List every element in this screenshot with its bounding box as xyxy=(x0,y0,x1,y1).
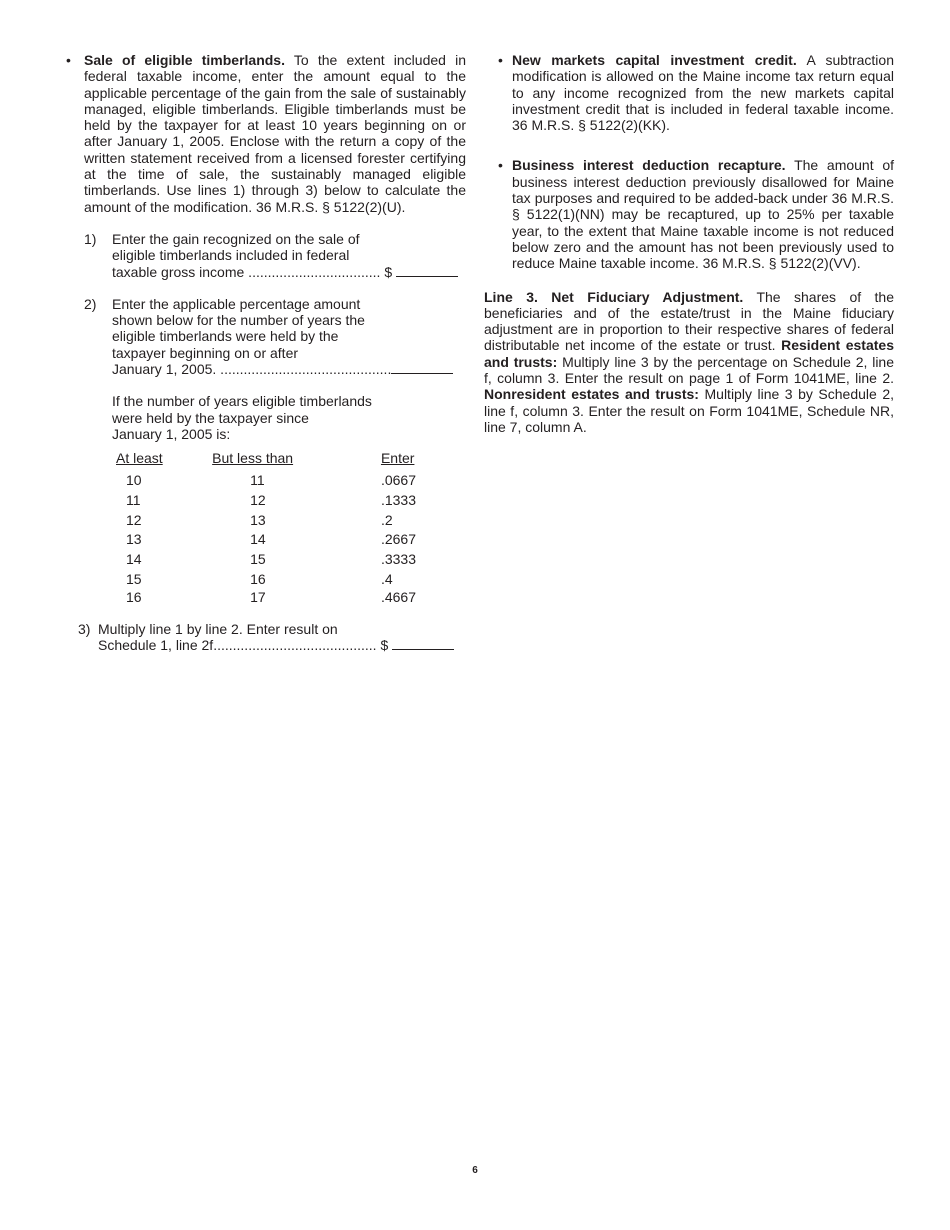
cell-but-less-than: 15 xyxy=(250,550,266,567)
cell-at-least: 10 xyxy=(126,472,142,489)
table-row xyxy=(116,589,416,605)
header-but-less-than: But less than xyxy=(212,450,294,467)
cell-enter: .4667 xyxy=(380,588,416,605)
header-enter: Enter xyxy=(380,450,415,467)
step-1-line-1: Enter the gain recognized on the sale of xyxy=(112,230,360,247)
business-interest-heading: Business interest deduction recapture. xyxy=(512,157,786,174)
step-3-result-field[interactable] xyxy=(392,637,454,650)
cell-but-less-than: 17 xyxy=(250,588,266,605)
table-intro xyxy=(112,393,460,442)
step-2-line-3: eligible timberlands were held by the xyxy=(112,328,339,345)
percentage-table xyxy=(116,450,416,605)
left-column xyxy=(66,52,466,654)
cell-enter: .2667 xyxy=(380,531,416,548)
table-header-row xyxy=(116,450,416,470)
header-at-least: At least xyxy=(116,450,163,467)
cell-but-less-than: 11 xyxy=(250,472,265,489)
new-markets-body: A subtraction modification is allowed on the Maine income tax return equal to any income recognized from the new markets capital investment credit that is included in federal taxable income. 36 M.R.S. § 5122(2)(KK). xyxy=(512,52,894,134)
business-interest-body: The amount of business interest deduction previously disallowed for Maine tax purposes and required to be added-back under 36 M.R.S. § 5122(1)(NN) may be recaptured, up to 25% per taxable year, to the extent that Maine taxable income is not reduced below zero and the amount has not been previously used to reduce Maine taxable income. 36 M.R.S. § 5122(2)(VV). xyxy=(512,157,895,272)
cell-at-least: 16 xyxy=(126,588,142,605)
step-2-line-1: Enter the applicable percentage amount xyxy=(112,295,361,312)
step-2-line-2: shown below for the number of years the xyxy=(112,312,365,329)
business-interest-section xyxy=(484,157,894,271)
table-row xyxy=(116,471,416,491)
cell-enter: .2 xyxy=(380,511,393,528)
step-2-fill-row xyxy=(112,361,460,377)
cell-enter: .3333 xyxy=(380,550,416,567)
cell-enter: .1333 xyxy=(380,491,416,508)
step-2-line-4: taxpayer beginning on or after xyxy=(112,344,299,361)
cell-enter: .0667 xyxy=(380,472,416,489)
step-1-fill-row xyxy=(112,264,460,280)
table-intro-line-3: January 1, 2005 is: xyxy=(112,425,231,442)
table-row xyxy=(116,569,416,589)
step-3-fill-row xyxy=(98,637,460,653)
nonresident-heading: Nonresident estates and trusts: xyxy=(484,386,699,403)
new-markets-section xyxy=(484,52,894,133)
cell-but-less-than: 16 xyxy=(250,570,266,587)
cell-at-least: 14 xyxy=(126,550,142,567)
step-3-line-1: Multiply line 1 by line 2. Enter result on xyxy=(98,620,338,637)
step-1-number: 1) xyxy=(84,230,97,247)
cell-but-less-than: 13 xyxy=(250,511,266,528)
cell-enter: .4 xyxy=(380,570,393,587)
bullet-mark: • xyxy=(498,52,503,68)
table-row xyxy=(116,530,416,550)
resident-heading: Resident estates and trusts: xyxy=(484,337,894,370)
cell-but-less-than: 12 xyxy=(250,491,266,508)
step-2-percentage-field[interactable] xyxy=(391,361,453,374)
step-3 xyxy=(66,621,460,654)
new-markets-heading: New markets capital investment credit. xyxy=(512,52,797,68)
resident-body: Multiply line 3 by the percentage on Schedule 2, line f, column 3. Enter the result on page 1 of Form 1041ME, line 2. xyxy=(484,353,895,387)
table-row xyxy=(116,510,416,530)
timberlands-body: To the extent included in federal taxable income, enter the amount equal to the applicable percentage of the gain from the sale of sustainably managed, eligible timberlands. Eligible timberlands must be held by the taxpayer for at least 10 years beginning on or after January 1, 2005. Enclose with the return a copy of the written statement received from a licensed forester certifying at the time of sale, the sustainably managed eligible timberlands. Use lines 1) through 3) below to calculate the amount of the modification. 36 M.R.S. § 5122(2)(U). xyxy=(84,52,466,215)
step-1-line-3: taxable gross income .................................. $ xyxy=(112,263,393,280)
nonresident-body: Multiply line 3 by Schedule 2, line f, column 3. Enter the result on Form 1041ME, Schedule NR, line 7, column A. xyxy=(484,386,895,435)
bullet-mark: • xyxy=(498,157,503,174)
step-2-number: 2) xyxy=(84,295,97,312)
cell-at-least: 13 xyxy=(126,531,142,548)
step-2 xyxy=(66,296,460,442)
timberlands-section xyxy=(66,52,466,215)
right-column xyxy=(484,52,894,435)
cell-but-less-than: 14 xyxy=(250,531,266,548)
line-3-heading: Line 3. Net Fiduciary Adjustment. xyxy=(484,288,744,305)
table-row xyxy=(116,549,416,569)
step-1-line-2: eligible timberlands included in federal xyxy=(112,247,350,264)
bullet-mark: • xyxy=(66,52,71,68)
step-2-line-5: January 1, 2005. ............................................ xyxy=(112,361,392,378)
timberlands-heading: Sale of eligible timberlands. xyxy=(84,52,285,68)
table-intro-line-2: were held by the taxpayer since xyxy=(112,409,309,426)
step-3-number: 3) xyxy=(78,620,91,637)
cell-at-least: 11 xyxy=(126,491,141,508)
step-1-amount-field[interactable] xyxy=(396,264,458,277)
table-intro-line-1: If the number of years eligible timberlands xyxy=(112,393,372,410)
cell-at-least: 12 xyxy=(126,511,142,528)
line-3-section xyxy=(484,289,894,436)
cell-at-least: 15 xyxy=(126,570,142,587)
step-3-line-2: Schedule 1, line 2f.......................................... $ xyxy=(98,637,389,654)
line-3-body: The shares of the beneficiaries and of the estate/trust in the Maine fiduciary adjustment are in proportion to their respective shares of federal distributable net income of the estate or trust. xyxy=(484,288,895,354)
page-number: 6 xyxy=(472,1165,478,1176)
step-1 xyxy=(66,231,460,280)
table-row xyxy=(116,490,416,510)
